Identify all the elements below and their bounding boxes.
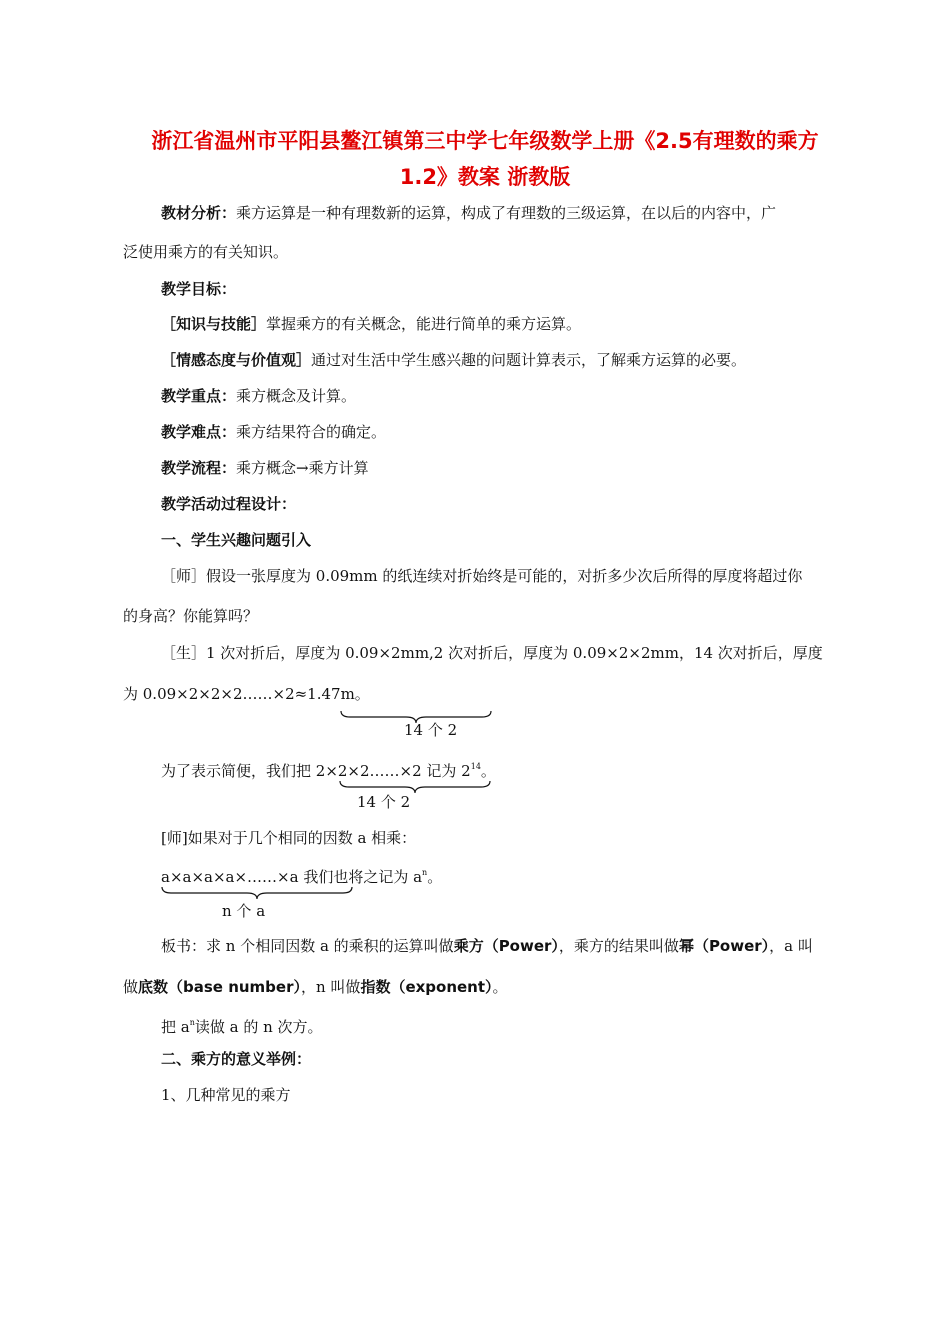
teacher-question-1: ［师］假设一张厚度为 0.09mm 的纸连续对折始终是可能的，对折多少次后所得的厚度将超过你 — [161, 567, 803, 585]
goal-emotion-text: 通过对生活中学生感兴趣的问题计算表示，了解乘方运算的必要。 — [311, 351, 747, 369]
goals-label: 教学目标： — [161, 280, 237, 298]
board1-mid: ，乘方的结果叫做 — [558, 937, 679, 955]
section2-heading: 二、乘方的意义举例： — [161, 1050, 312, 1068]
underbrace-1-label: 14 个 2 — [404, 721, 458, 739]
flow-text: 乘方概念→乘方计算 — [236, 459, 369, 477]
key-point-text: 乘方概念及计算。 — [236, 387, 357, 405]
goal-knowledge-text: 掌握乘方的有关概念，能进行简单的乘方运算。 — [266, 315, 582, 333]
term-base: 底数（base number） — [138, 978, 301, 996]
analysis-label: 教材分析： — [161, 204, 237, 222]
simplify-exponent: 14 — [470, 762, 481, 771]
student-answer-2: 为 0.09×2×2×2……×2≈1.47m。 — [123, 685, 370, 703]
simplify-text: 为了表示简便，我们把 2×2×2……×2 记为 2 — [161, 762, 471, 780]
board1-end: ，a 叫 — [769, 937, 813, 955]
activity-heading: 教学活动过程设计： — [161, 495, 297, 513]
board2-end: 。 — [492, 978, 508, 996]
analysis-paragraph — [161, 203, 776, 223]
read-as-text: 把 a — [161, 1018, 190, 1036]
a-expression-end: 。 — [427, 868, 443, 886]
difficulty-text: 乘方结果符合的确定。 — [236, 423, 387, 441]
section1-heading: 一、学生兴趣问题引入 — [161, 531, 312, 549]
read-as — [161, 1013, 323, 1037]
student-answer-1: ［生］1 次对折后，厚度为 0.09×2mm,2 次对折后，厚度为 0.09×2×2mm，14 次对折后，厚度 — [161, 644, 823, 662]
read-as-exponent: n — [189, 1018, 195, 1027]
underbrace-3-label: n 个 a — [222, 902, 266, 920]
key-point — [161, 386, 356, 406]
term-power: 乘方（Power） — [453, 937, 559, 955]
goal-emotion-label: ［情感态度与价值观］ — [161, 351, 312, 369]
board2-text: 做 — [123, 978, 139, 996]
document-title-line2: 1.2》教案 浙教版 — [399, 165, 571, 189]
goal-knowledge — [161, 314, 581, 334]
difficulty-label: 教学难点： — [161, 423, 237, 441]
teacher-general: [师]如果对于几个相同的因数 a 相乘： — [161, 829, 417, 847]
underbrace-3 — [161, 886, 353, 900]
key-point-label: 教学重点： — [161, 387, 237, 405]
section2-item-1: 1、几种常见的乘方 — [161, 1086, 291, 1104]
difficulty — [161, 422, 386, 442]
analysis-text-2: 泛使用乘方的有关知识。 — [123, 243, 289, 261]
a-expression — [161, 863, 442, 887]
a-exponent: n — [422, 868, 428, 877]
simplify-statement — [161, 757, 496, 781]
teacher-question-2: 的身高？你能算吗？ — [123, 607, 259, 625]
flow-label: 教学流程： — [161, 459, 237, 477]
goal-knowledge-label: ［知识与技能］ — [161, 315, 267, 333]
document-title-line1: 浙江省温州市平阳县鳌江镇第三中学七年级数学上册《2.5有理数的乘方 — [151, 129, 819, 153]
board1-text: 板书：求 n 个相同因数 a 的乘积的运算叫做 — [161, 937, 454, 955]
board-definition-1 — [161, 936, 813, 956]
underbrace-2-label: 14 个 2 — [357, 793, 411, 811]
term-exponent: 指数（exponent） — [360, 978, 493, 996]
analysis-text-1: 乘方运算是一种有理数新的运算，构成了有理数的三级运算，在以后的内容中，广 — [236, 204, 777, 222]
board-definition-2 — [123, 977, 508, 997]
goal-emotion — [161, 350, 746, 370]
a-expression-text: a×a×a×a×……×a 我们也将之记为 a — [161, 868, 423, 886]
term-power-result: 幂（Power） — [678, 937, 770, 955]
board2-mid: ，n 叫做 — [301, 978, 361, 996]
simplify-end: 。 — [480, 762, 496, 780]
read-as-end: 读做 a 的 n 次方。 — [194, 1018, 323, 1036]
teaching-flow — [161, 458, 369, 478]
